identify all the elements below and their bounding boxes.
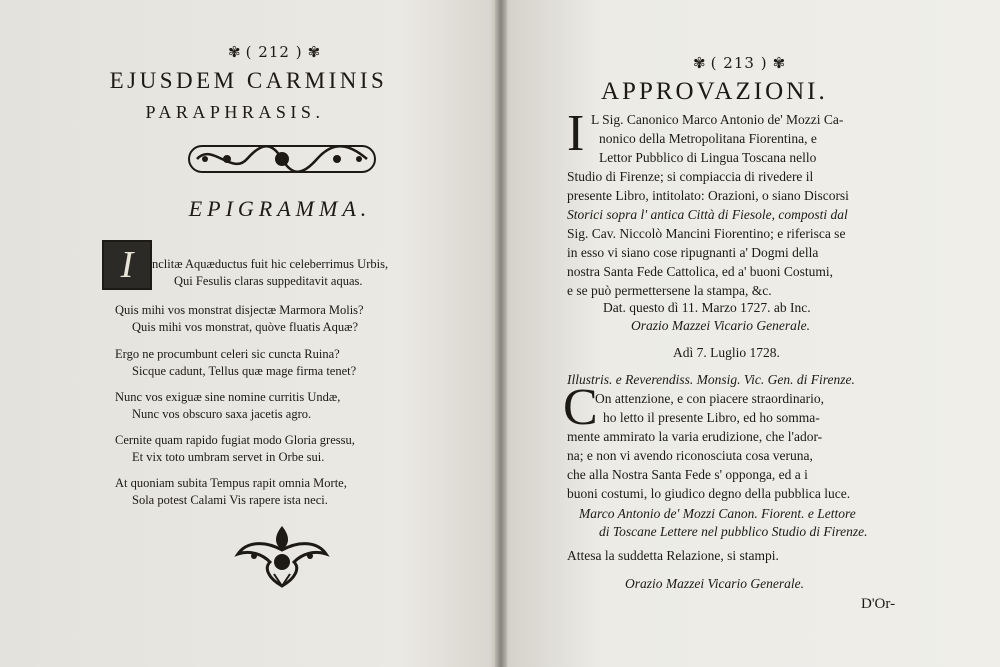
signature-mazzei: Orazio Mazzei Vicario Generale.: [631, 318, 810, 333]
signature-mozzi-line-2: di Toscane Lettere nel pubblico Studio di Firenze.: [599, 524, 868, 539]
left-page: [0, 0, 497, 667]
title-line-2: PARAPHRASIS.: [145, 102, 325, 122]
scroll-headpiece-icon: [187, 140, 377, 178]
text-line: On attenzione, e con piacere straordinario,: [595, 391, 825, 406]
dropcap-initial-box: [102, 240, 152, 290]
signature-mozzi-line-1: Marco Antonio de' Mozzi Canon. Fiorent. e Lettore: [579, 506, 856, 521]
fleuron-icon: ✾: [307, 43, 321, 61]
text-line: buoni costumi, lo giudico degno della pubblica luce.: [567, 486, 851, 501]
left-page-header: [228, 42, 320, 61]
text-line: e se può permettersene la stampa, &c.: [567, 283, 772, 298]
verse-line: Qui Fesulis claras suppeditavit aquas.: [174, 274, 363, 288]
verse-line: Quis mihi vos monstrat, quòve fluatis Aquæ?: [132, 320, 359, 334]
text-line: nostra Santa Fede Cattolica, ed a' buoni Costumi,: [567, 264, 834, 279]
verse-line: Nunc vos exiguæ sine nomine curritis Undæ,: [115, 390, 341, 404]
verse-line: At quoniam subita Tempus rapit omnia Morte,: [115, 476, 347, 490]
section-title-epigramma: EPIGRAMMA.: [188, 196, 372, 221]
signature-mazzei-2: Orazio Mazzei Vicario Generale.: [625, 576, 804, 591]
verse-line: Cernite quam rapido fugiat modo Gloria gressu,: [115, 433, 355, 447]
right-page-header: [693, 53, 785, 72]
fleuron-icon: ✾: [228, 43, 241, 61]
dat-line: Dat. questo dì 11. Marzo 1727. ab Inc.: [603, 300, 811, 315]
verse-line: Nunc vos obscuro saxa jacetis agro.: [132, 407, 312, 421]
text-line: L Sig. Canonico Marco Antonio de' Mozzi Ca-: [591, 112, 844, 127]
fleuron-icon: ✾: [772, 54, 786, 72]
approvazioni-title: APPROVAZIONI.: [601, 78, 828, 105]
page-number-212: ( 212 ): [245, 43, 303, 61]
verse-line: Ergo ne procumbunt celeri sic cuncta Ruina?: [115, 347, 340, 361]
text-line: Lettor Pubblico di Lingua Toscana nello: [599, 150, 817, 165]
verse-line: Et vix toto umbram servet in Orbe sui.: [132, 450, 325, 464]
dropcap-letter: I: [120, 244, 134, 286]
text-line: in esso vi siano cose ripugnanti a' Dogmi della: [567, 245, 819, 260]
text-line: Sig. Cav. Niccolò Mancini Fiorentino; e riferisca se: [567, 226, 846, 241]
fleuron-icon: ✾: [693, 54, 706, 72]
text-line: ho letto il presente Libro, ed ho somma-: [603, 410, 820, 425]
page-number-213: ( 213 ): [710, 54, 768, 72]
floral-tailpiece-icon: [234, 522, 330, 590]
text-line: Storici sopra l' antica Città di Fiesole, composti dal: [567, 207, 848, 222]
text-line: nonico della Metropolitana Fiorentina, e: [599, 131, 817, 146]
address-line: Illustris. e Reverendiss. Monsig. Vic. Gen. di Firenze.: [567, 372, 855, 387]
text-line: mente ammirato la varia erudizione, che l'ador-: [567, 429, 823, 444]
attesa-line: Attesa la suddetta Relazione, si stampi.: [567, 548, 779, 563]
text-line: presente Libro, intitolato: Orazioni, o siano Discorsi: [567, 188, 849, 203]
title-line-1: EJUSDEM CARMINIS: [109, 68, 388, 93]
text-line: che alla Nostra Santa Fede s' opponga, ed a i: [567, 467, 808, 482]
dropcap-letter: C: [563, 379, 598, 436]
verse-line: nclitæ Aquæductus fuit hic celeberrimus Urbis,: [152, 257, 389, 271]
right-page: [503, 0, 1000, 667]
verse-line: Sola potest Calami Vis rapere ista neci.: [132, 493, 328, 507]
date-line: Adì 7. Luglio 1728.: [673, 345, 780, 360]
catchword: D'Or-: [861, 596, 896, 612]
dropcap-letter: I: [567, 105, 585, 162]
verse-line: Sicque cadunt, Tellus quæ mage firma tenet?: [132, 364, 357, 378]
verse-line: Quis mihi vos monstrat disjectæ Marmora Molis?: [115, 303, 364, 317]
text-line: na; e non vi avendo riconosciuta cosa veruna,: [567, 448, 813, 463]
text-line: Studio di Firenze; si compiaccia di rivedere il: [567, 169, 814, 184]
